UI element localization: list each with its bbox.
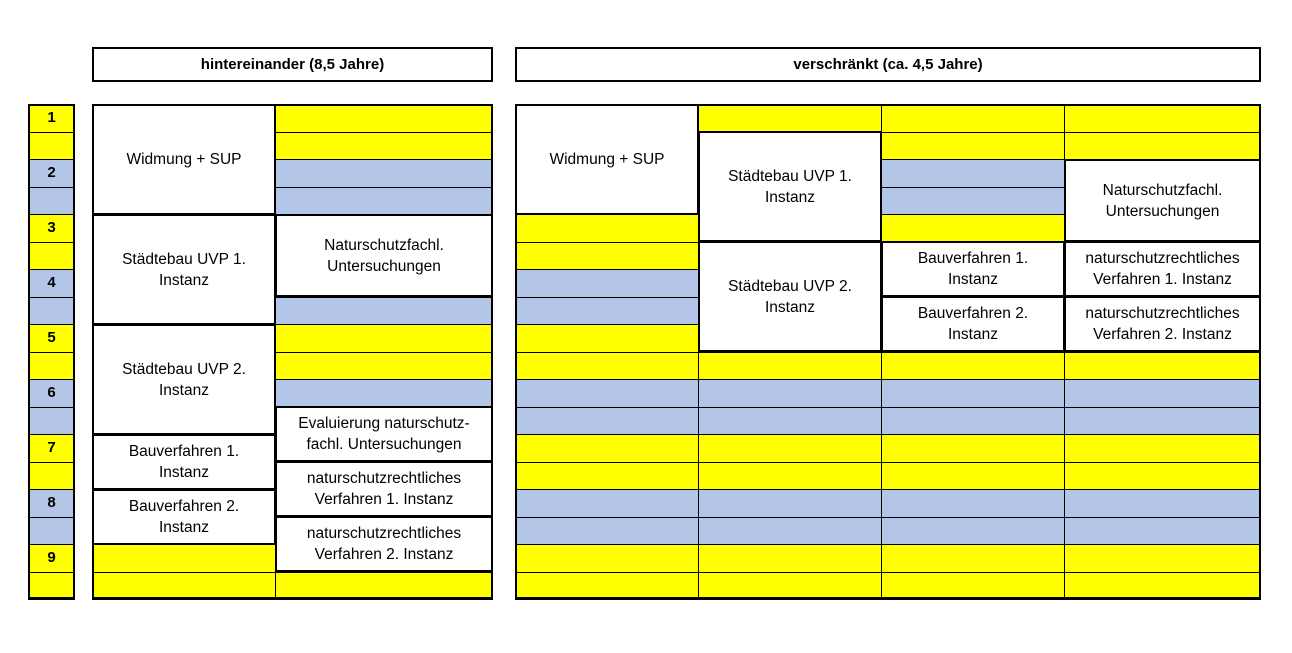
timeline-cell xyxy=(698,544,882,573)
timeline-cell xyxy=(1064,407,1261,435)
year-label: 3 xyxy=(47,219,56,236)
timeline-cell xyxy=(1064,544,1261,573)
timeline-cell xyxy=(28,242,75,270)
timeline-cell xyxy=(881,517,1065,545)
year-label: 4 xyxy=(47,274,56,291)
timeline-cell xyxy=(515,572,699,600)
timeline-cell xyxy=(28,187,75,215)
timeline-cell xyxy=(698,489,882,518)
timeline-cell xyxy=(515,269,699,298)
timeline-cell xyxy=(515,462,699,490)
timeline-cell xyxy=(698,379,882,408)
timeline-cell xyxy=(698,104,882,133)
timeline-cell xyxy=(275,104,493,133)
timeline-cell xyxy=(515,434,699,463)
timeline-cell xyxy=(515,379,699,408)
timeline-cell xyxy=(881,379,1065,408)
timeline-cell xyxy=(92,572,276,600)
left-naturschutz-untersuchungen: Naturschutzfachl. Untersuchungen xyxy=(275,214,493,297)
timeline-cell xyxy=(515,297,699,325)
timeline-cell xyxy=(515,517,699,545)
timeline-cell xyxy=(1064,489,1261,518)
timeline-cell xyxy=(28,352,75,380)
timeline-cell xyxy=(275,187,493,215)
left-widmung-sup: Widmung + SUP xyxy=(92,104,276,215)
timeline-cell xyxy=(1064,104,1261,133)
right-widmung-sup: Widmung + SUP xyxy=(515,104,699,215)
timeline-cell xyxy=(1064,379,1261,408)
right-naturschutzrecht-1: naturschutzrechtliches Verfahren 1. Instanz xyxy=(1064,241,1261,297)
timeline-cell xyxy=(28,297,75,325)
right-bauverfahren-2: Bauverfahren 2. Instanz xyxy=(881,296,1065,352)
timeline-cell xyxy=(275,572,493,600)
timeline-cell xyxy=(881,214,1065,243)
left-bauverfahren-1: Bauverfahren 1. Instanz xyxy=(92,434,276,490)
timeline-cell xyxy=(28,572,75,600)
timeline-cell xyxy=(881,187,1065,215)
timeline-cell xyxy=(881,352,1065,380)
year-label: 8 xyxy=(47,494,56,511)
timeline-cell xyxy=(1064,132,1261,160)
year-label: 1 xyxy=(47,109,56,126)
timeline-cell xyxy=(698,407,882,435)
timeline-cell xyxy=(515,407,699,435)
year-label: 6 xyxy=(47,384,56,401)
timeline-cell xyxy=(515,352,699,380)
left-naturschutzrecht-2: naturschutzrechtliches Verfahren 2. Instanz xyxy=(275,516,493,572)
timeline-cell xyxy=(881,434,1065,463)
timeline-cell xyxy=(698,434,882,463)
left-naturschutzrecht-1: naturschutzrechtliches Verfahren 1. Instanz xyxy=(275,461,493,517)
timeline-cell xyxy=(1064,572,1261,600)
timeline-cell xyxy=(881,544,1065,573)
timeline-cell xyxy=(515,214,699,243)
left-evaluierung: Evaluierung naturschutz-fachl. Untersuchungen xyxy=(275,406,493,462)
timeline-cell xyxy=(275,379,493,408)
right-staedtebau-uvp-2: Städtebau UVP 2. Instanz xyxy=(698,241,882,352)
timeline-cell xyxy=(881,159,1065,188)
timeline-cell xyxy=(881,462,1065,490)
timeline-cell xyxy=(1064,517,1261,545)
timeline-cell xyxy=(275,159,493,188)
timeline-cell xyxy=(275,297,493,325)
timeline-cell xyxy=(1064,462,1261,490)
timeline-cell xyxy=(698,572,882,600)
header-sequential: hintereinander (8,5 Jahre) xyxy=(92,47,493,82)
timeline-cell xyxy=(28,462,75,490)
timeline-cell xyxy=(28,517,75,545)
timeline-cell xyxy=(92,544,276,573)
timeline-cell xyxy=(881,132,1065,160)
left-staedtebau-uvp-1: Städtebau UVP 1. Instanz xyxy=(92,214,276,325)
timeline-cell xyxy=(881,104,1065,133)
year-label: 9 xyxy=(47,549,56,566)
header-interleaved: verschränkt (ca. 4,5 Jahre) xyxy=(515,47,1261,82)
timeline-cell xyxy=(698,462,882,490)
timeline-cell xyxy=(515,489,699,518)
timeline-cell xyxy=(1064,352,1261,380)
year-label: 5 xyxy=(47,329,56,346)
left-staedtebau-uvp-2: Städtebau UVP 2. Instanz xyxy=(92,324,276,435)
timeline-cell xyxy=(275,132,493,160)
timeline-cell xyxy=(275,324,493,353)
year-label: 7 xyxy=(47,439,56,456)
left-bauverfahren-2: Bauverfahren 2. Instanz xyxy=(92,489,276,545)
timeline-cell xyxy=(1064,434,1261,463)
timeline-cell xyxy=(881,407,1065,435)
timeline-cell xyxy=(28,407,75,435)
right-staedtebau-uvp-1: Städtebau UVP 1. Instanz xyxy=(698,131,882,242)
timeline-cell xyxy=(515,324,699,353)
timeline-cell xyxy=(698,352,882,380)
right-naturschutz-untersuchungen: Naturschutzfachl. Untersuchungen xyxy=(1064,159,1261,242)
timeline-cell xyxy=(881,489,1065,518)
timeline-cell xyxy=(515,242,699,270)
right-bauverfahren-1: Bauverfahren 1. Instanz xyxy=(881,241,1065,297)
timeline-cell xyxy=(28,132,75,160)
timeline-cell xyxy=(698,517,882,545)
right-naturschutzrecht-2: naturschutzrechtliches Verfahren 2. Instanz xyxy=(1064,296,1261,352)
timeline-cell xyxy=(275,352,493,380)
year-label: 2 xyxy=(47,164,56,181)
timeline-cell xyxy=(515,544,699,573)
timeline-cell xyxy=(881,572,1065,600)
